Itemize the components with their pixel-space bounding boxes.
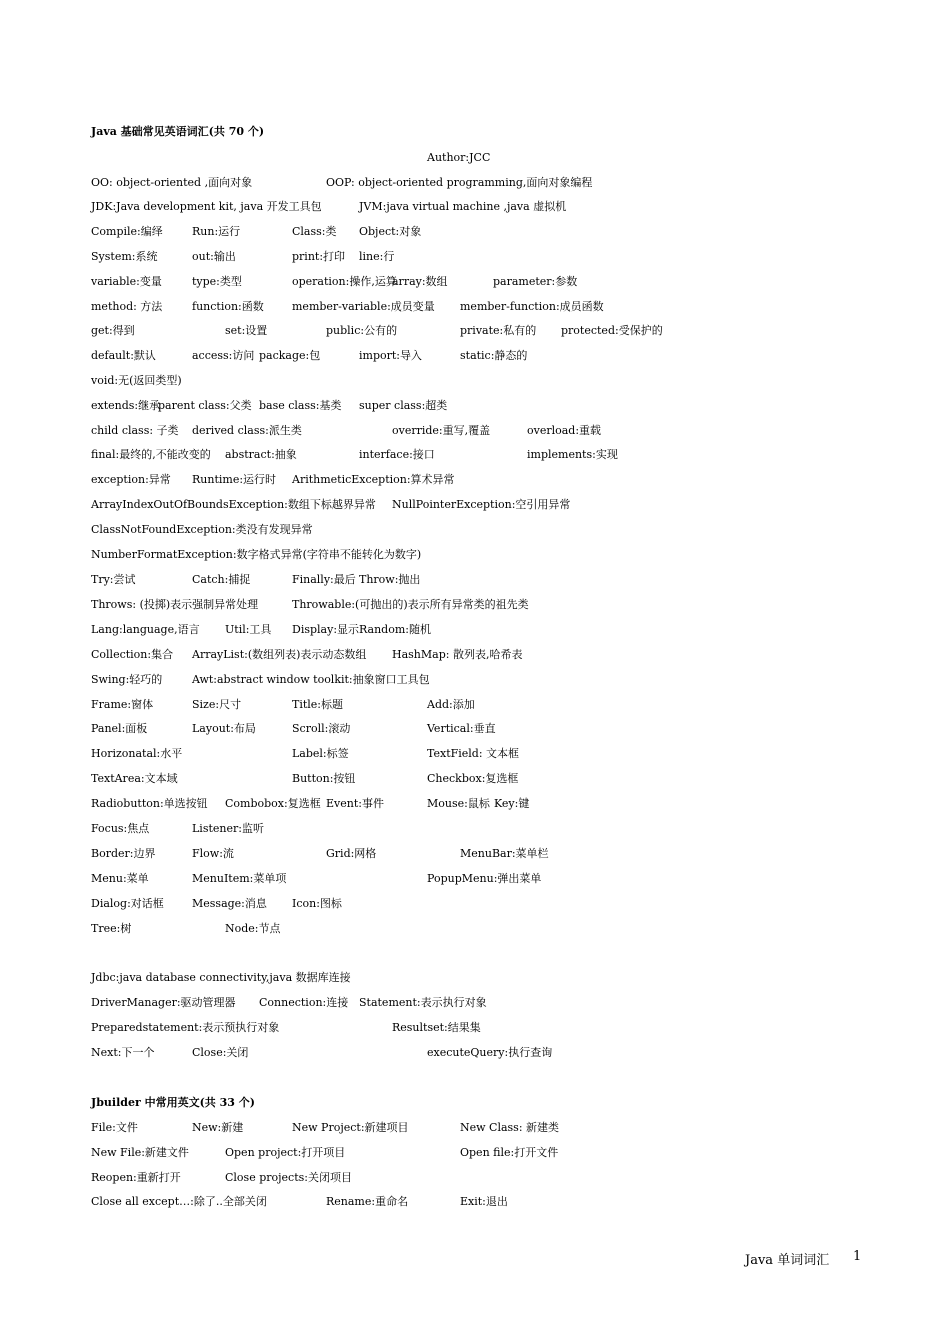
vocab-entry: Frame:窗体 bbox=[91, 698, 154, 711]
vocab-entry: Awt:abstract window toolkit:抽象窗口工具包 bbox=[192, 673, 430, 686]
vocab-line bbox=[0, 274, 950, 294]
vocab-line bbox=[0, 771, 950, 791]
vocab-entry: Title:标题 bbox=[292, 698, 344, 711]
vocab-line bbox=[0, 622, 950, 642]
vocab-entry: JVM:java virtual machine ,java 虚拟机 bbox=[359, 200, 567, 213]
vocab-line bbox=[0, 1045, 950, 1065]
vocab-line bbox=[0, 697, 950, 717]
vocab-entry: Rename:重命名 bbox=[326, 1195, 409, 1208]
vocab-line bbox=[0, 398, 950, 418]
vocab-entry: Connection:连接 bbox=[259, 996, 349, 1009]
vocab-entry: Menu:菜单 bbox=[91, 872, 149, 885]
vocab-entry: Close:关闭 bbox=[192, 1046, 249, 1059]
vocab-entry: ArrayList:(数组列表)表示动态数组 bbox=[192, 648, 367, 661]
vocab-entry: Resultset:结果集 bbox=[392, 1021, 481, 1034]
vocab-line bbox=[0, 647, 950, 667]
vocab-entry: Runtime:运行时 bbox=[192, 473, 277, 486]
vocab-entry: OO: object-oriented ,面向对象 bbox=[91, 176, 253, 189]
vocab-entry: super class:超类 bbox=[359, 399, 448, 412]
vocab-line bbox=[0, 746, 950, 766]
vocab-entry: Collection:集合 bbox=[91, 648, 174, 661]
vocab-entry: ArrayIndexOutOfBoundsException:数组下标越界异常 bbox=[91, 498, 376, 511]
vocab-entry: get:得到 bbox=[91, 324, 135, 337]
vocab-entry: void:无(返回类型) bbox=[91, 374, 182, 387]
vocab-line bbox=[0, 896, 950, 916]
vocab-entry: array:数组 bbox=[392, 275, 448, 288]
vocab-entry: DriverManager:驱动管理器 bbox=[91, 996, 236, 1009]
vocab-entry: extends:继承 bbox=[91, 399, 161, 412]
vocab-entry: Message:消息 bbox=[192, 897, 267, 910]
vocab-entry: New Project:新建项目 bbox=[292, 1121, 409, 1134]
vocab-entry: HashMap: 散列表,哈希表 bbox=[392, 648, 523, 661]
vocab-entry: Object:对象 bbox=[359, 225, 422, 238]
vocab-entry: Listener:监听 bbox=[192, 822, 264, 835]
vocab-entry: OOP: object-oriented programming,面向对象编程 bbox=[326, 176, 593, 189]
vocab-entry: Throws: (投掷)表示强制异常处理 bbox=[91, 598, 259, 611]
vocab-entry: line:行 bbox=[359, 250, 395, 263]
vocab-entry: Lang:language,语言 bbox=[91, 623, 200, 636]
vocab-entry: Combobox:复选框 bbox=[225, 797, 321, 810]
vocab-entry: executeQuery:执行查询 bbox=[427, 1046, 553, 1059]
vocab-entry: Event:事件 bbox=[326, 797, 384, 810]
vocab-entry: MenuItem:菜单项 bbox=[192, 872, 287, 885]
vocab-line bbox=[0, 299, 950, 319]
vocab-line bbox=[0, 423, 950, 443]
vocab-entry: default:默认 bbox=[91, 349, 156, 362]
vocab-entry: NullPointerException:空引用异常 bbox=[392, 498, 571, 511]
vocab-line bbox=[0, 821, 950, 841]
vocab-entry: print:打印 bbox=[292, 250, 346, 263]
vocab-entry: Flow:流 bbox=[192, 847, 234, 860]
vocab-entry: Button:按钮 bbox=[292, 772, 356, 785]
vocab-entry: Grid:网格 bbox=[326, 847, 377, 860]
vocab-entry: Compile:编绎 bbox=[91, 225, 163, 238]
vocab-entry: Panel:面板 bbox=[91, 722, 148, 735]
vocab-entry: function:函数 bbox=[192, 300, 264, 313]
vocab-entry: New Class: 新建类 bbox=[460, 1121, 560, 1134]
vocab-entry: Close projects:关闭项目 bbox=[225, 1171, 352, 1184]
vocab-line bbox=[0, 497, 950, 517]
vocab-line bbox=[0, 348, 950, 368]
vocab-line bbox=[0, 1020, 950, 1040]
vocab-entry: parameter:参数 bbox=[493, 275, 578, 288]
vocab-entry: Border:边界 bbox=[91, 847, 156, 860]
vocab-entry: Display:显示 bbox=[292, 623, 360, 636]
vocab-entry: base class:基类 bbox=[259, 399, 342, 412]
vocab-entry: System:系统 bbox=[91, 250, 158, 263]
vocab-entry: protected:受保护的 bbox=[561, 324, 663, 337]
vocab-entry: Layout:布局 bbox=[192, 722, 256, 735]
vocab-entry: public:公有的 bbox=[326, 324, 398, 337]
vocab-line bbox=[0, 572, 950, 592]
vocab-line bbox=[0, 921, 950, 941]
vocab-line bbox=[0, 597, 950, 617]
vocab-entry: Reopen:重新打开 bbox=[91, 1171, 181, 1184]
vocab-entry: Open file:打开文件 bbox=[460, 1146, 559, 1159]
vocab-entry: Scroll:滚动 bbox=[292, 722, 351, 735]
vocab-entry: Run:运行 bbox=[192, 225, 241, 238]
vocab-entry: interface:接口 bbox=[359, 448, 435, 461]
vocab-entry: Open project:打开项目 bbox=[225, 1146, 346, 1159]
vocab-entry: method: 方法 bbox=[91, 300, 163, 313]
vocab-line bbox=[0, 522, 950, 542]
vocab-entry: Horizonatal:水平 bbox=[91, 747, 183, 760]
vocab-entry: Jdbc:java database connectivity,java 数据库连接 bbox=[91, 971, 351, 984]
vocab-line bbox=[0, 1145, 950, 1165]
vocab-entry: operation:操作,运算 bbox=[292, 275, 397, 288]
vocab-entry: Throwable:(可抛出的)表示所有异常类的祖先类 bbox=[292, 598, 529, 611]
vocab-entry: TextField: 文本框 bbox=[427, 747, 520, 760]
vocab-entry: Icon:图标 bbox=[292, 897, 342, 910]
vocab-entry: Catch:捕捉 bbox=[192, 573, 251, 586]
vocab-line bbox=[0, 323, 950, 343]
vocab-entry: access:访问 bbox=[192, 349, 255, 362]
vocab-line bbox=[0, 871, 950, 891]
vocab-line bbox=[0, 796, 950, 816]
vocab-entry: File:文件 bbox=[91, 1121, 138, 1134]
vocab-entry: Node:节点 bbox=[225, 922, 281, 935]
vocab-entry: Add:添加 bbox=[427, 698, 475, 711]
vocab-line bbox=[0, 249, 950, 269]
vocab-line bbox=[0, 373, 950, 393]
vocab-entry: Label:标签 bbox=[292, 747, 349, 760]
vocab-entry: derived class:派生类 bbox=[192, 424, 302, 437]
vocab-entry: type:类型 bbox=[192, 275, 242, 288]
vocab-line bbox=[0, 1194, 950, 1214]
vocab-entry: child class: 子类 bbox=[91, 424, 179, 437]
vocab-entry: Preparedstatement:表示预执行对象 bbox=[91, 1021, 280, 1034]
vocab-entry: Radiobutton:单选按钮 bbox=[91, 797, 208, 810]
vocab-line bbox=[0, 846, 950, 866]
footer-title: Java 单词词汇 bbox=[745, 1253, 830, 1268]
vocab-entry: New File:新建文件 bbox=[91, 1146, 189, 1159]
vocab-entry: Class:类 bbox=[292, 225, 337, 238]
vocab-entry: Exit:退出 bbox=[460, 1195, 508, 1208]
vocab-entry: Size:尺寸 bbox=[192, 698, 242, 711]
page-number: 1 bbox=[853, 1249, 862, 1264]
vocab-entry: Finally:最后 bbox=[292, 573, 356, 586]
vocab-entry: package:包 bbox=[259, 349, 321, 362]
vocab-entry: out:输出 bbox=[192, 250, 236, 263]
vocab-line bbox=[0, 995, 950, 1015]
vocab-entry: Random:随机 bbox=[359, 623, 431, 636]
vocab-entry: override:重写,覆盖 bbox=[392, 424, 491, 437]
vocab-entry: New:新建 bbox=[192, 1121, 244, 1134]
vocab-entry: Vertical:垂直 bbox=[427, 722, 496, 735]
vocab-line bbox=[0, 224, 950, 244]
vocab-entry: NumberFormatException:数字格式异常(字符串不能转化为数字) bbox=[91, 548, 422, 561]
vocab-entry: PopupMenu:弹出菜单 bbox=[427, 872, 542, 885]
vocab-entry: implements:实现 bbox=[527, 448, 618, 461]
vocab-entry: parent class:父类 bbox=[158, 399, 252, 412]
vocab-entry: Swing:轻巧的 bbox=[91, 673, 163, 686]
vocab-entry: Try:尝试 bbox=[91, 573, 136, 586]
vocab-line bbox=[0, 1120, 950, 1140]
section-heading: Jbuilder 中常用英文(共 33 个) bbox=[91, 1096, 255, 1109]
vocab-entry: set:设置 bbox=[225, 324, 268, 337]
vocab-entry: Key:键 bbox=[494, 797, 530, 810]
vocab-entry: Checkbox:复选框 bbox=[427, 772, 519, 785]
vocab-entry: Close all except…:除了..全部关闭 bbox=[91, 1195, 267, 1208]
vocab-entry: final:最终的,不能改变的 bbox=[91, 448, 211, 461]
vocab-entry: variable:变量 bbox=[91, 275, 162, 288]
vocab-entry: Dialog:对话框 bbox=[91, 897, 164, 910]
section-heading: Java 基础常见英语词汇(共 70 个) bbox=[91, 125, 265, 138]
vocab-entry: Mouse:鼠标 bbox=[427, 797, 490, 810]
vocab-entry: exception:异常 bbox=[91, 473, 171, 486]
vocab-entry: ClassNotFoundException:类没有发现异常 bbox=[91, 523, 313, 536]
vocab-line bbox=[0, 472, 950, 492]
vocab-line bbox=[0, 1095, 950, 1115]
vocab-line bbox=[0, 1170, 950, 1190]
vocab-line bbox=[0, 672, 950, 692]
vocab-entry: private:私有的 bbox=[460, 324, 537, 337]
vocab-entry: import:导入 bbox=[359, 349, 422, 362]
vocab-entry: Next:下一个 bbox=[91, 1046, 155, 1059]
vocab-line bbox=[0, 150, 950, 170]
vocab-line bbox=[0, 721, 950, 741]
vocab-line bbox=[0, 970, 950, 990]
vocab-entry: member-function:成员函数 bbox=[460, 300, 604, 313]
vocab-line bbox=[0, 175, 950, 195]
vocab-entry: Focus:焦点 bbox=[91, 822, 150, 835]
vocab-line bbox=[0, 447, 950, 467]
vocab-entry: TextArea:文本域 bbox=[91, 772, 178, 785]
vocab-entry: overload:重载 bbox=[527, 424, 602, 437]
vocab-entry: Tree:树 bbox=[91, 922, 132, 935]
vocab-line bbox=[0, 199, 950, 219]
vocab-entry: member-variable:成员变量 bbox=[292, 300, 435, 313]
vocab-entry: abstract:抽象 bbox=[225, 448, 297, 461]
vocab-entry: MenuBar:菜单栏 bbox=[460, 847, 549, 860]
vocab-entry: Util:工具 bbox=[225, 623, 272, 636]
vocab-entry: JDK:Java development kit, java 开发工具包 bbox=[91, 200, 322, 213]
vocab-line bbox=[0, 547, 950, 567]
vocab-entry: Statement:表示执行对象 bbox=[359, 996, 487, 1009]
vocab-entry: ArithmeticException:算术异常 bbox=[292, 473, 455, 486]
vocab-entry: static:静态的 bbox=[460, 349, 528, 362]
vocab-line bbox=[0, 124, 950, 144]
vocab-entry: Author:JCC bbox=[427, 151, 491, 164]
vocab-entry: Throw:抛出 bbox=[359, 573, 421, 586]
